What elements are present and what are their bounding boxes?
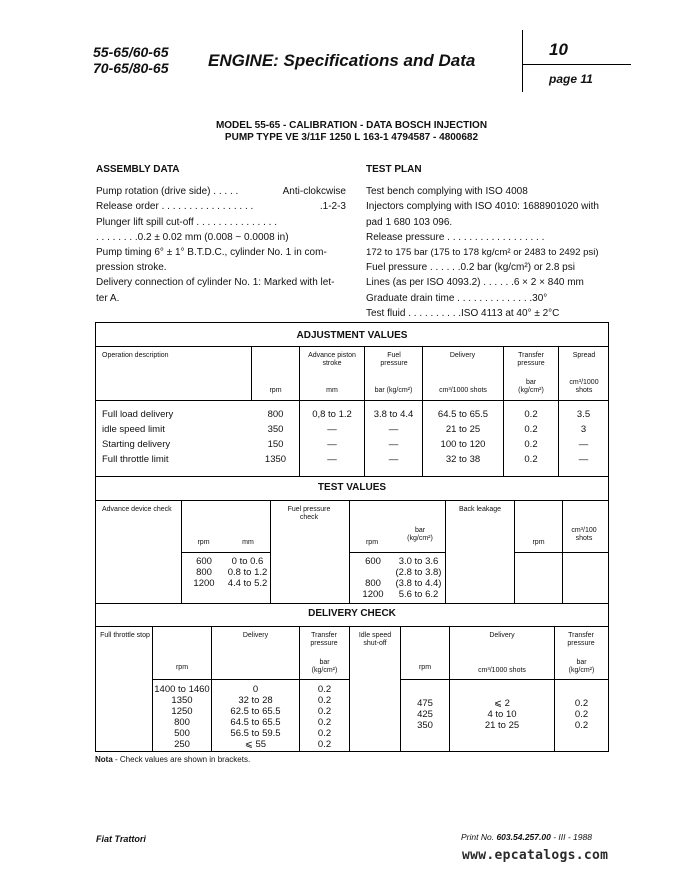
model-title-line-2: PUMP TYPE VE 3/11F 1250 L 163-1 4794587 - 4800682: [224, 132, 479, 143]
table-rule: [349, 552, 445, 553]
dc-unit-bar: bar: [576, 659, 587, 666]
tv-adv-mm: 0 to 0.6: [231, 556, 264, 567]
dc-unit-rpm: rpm: [175, 664, 189, 671]
adj-unit-transfer: bar: [525, 379, 537, 386]
table-rule: [445, 500, 446, 603]
testplan-line: Lines (as per ISO 4093.2) . . . . . .6 × 2 × 840 mm: [366, 277, 584, 289]
tv-adv-rpm: 800: [196, 567, 212, 578]
dc-header-delivery: Delivery: [489, 632, 515, 639]
testplan-line: Fuel pressure . . . . . .0.2 bar (kg/cm²) or 2.8 psi: [366, 262, 575, 274]
testplan-line: Test fluid . . . . . . . . . .ISO 4113 at 40° ± 2°C: [366, 307, 560, 319]
table-rule: [181, 552, 270, 553]
assembly-rotation: Pump rotation (drive side) . . . . . Anti-clokcwise: [96, 186, 346, 198]
table-rule: [514, 552, 608, 553]
testplan-line: Injectors complying with ISO 4010: 1688901020 with: [366, 201, 599, 213]
dc-idle-transfer: 0.2: [574, 709, 589, 720]
adj-transfer: 0.2: [524, 454, 538, 465]
model-title: [150, 120, 553, 144]
table-rule: [96, 346, 608, 347]
table-rule: [554, 626, 555, 752]
testplan-line: Test bench complying with ISO 4008: [366, 186, 528, 198]
tv-fuel-rpm: 1200: [362, 589, 384, 600]
dc-unit-bar: bar: [319, 659, 330, 666]
delivery-check-title: DELIVERY CHECK: [308, 608, 396, 619]
table-rule: [449, 626, 450, 752]
table-rule: [96, 603, 608, 604]
adj-header-spread: Spread: [572, 352, 596, 359]
adj-delivery: 100 to 120: [440, 439, 486, 450]
adj-delivery: 64.5 to 65.5: [437, 409, 489, 420]
table-rule: [400, 626, 401, 752]
adj-unit-spread: cm³/1000 shots: [569, 379, 599, 394]
dc-transfer: 0.2: [317, 717, 332, 728]
dc-rpm: 1250: [171, 706, 193, 717]
adj-header-operation: Operation description: [102, 352, 169, 359]
section-number: 10: [549, 40, 568, 59]
adj-spread: 3: [580, 424, 587, 435]
table-rule: [349, 626, 350, 752]
adj-unit-rpm: rpm: [269, 387, 282, 394]
adj-rpm: 350: [267, 424, 284, 435]
assembly-timing-2: pression stroke.: [96, 262, 167, 274]
adj-unit-transfer: (kg/cm²): [518, 387, 544, 394]
dc-rpm: 800: [174, 717, 190, 728]
dc-transfer: 0.2: [317, 728, 332, 739]
dc-unit-kg: (kg/cm²): [568, 667, 595, 674]
dc-header-delivery: Delivery: [242, 632, 269, 639]
adj-advance: —: [327, 424, 337, 435]
assembly-heading: ASSEMBLY DATA: [96, 164, 180, 175]
calibration-table: [95, 322, 609, 752]
adjustment-title: ADJUSTMENT VALUES: [296, 330, 408, 341]
dc-idle-delivery: ⩽ 2: [494, 698, 510, 709]
dc-delivery: 56.5 to 59.5: [230, 728, 281, 739]
adj-fuel: —: [388, 439, 399, 450]
dc-transfer: 0.2: [317, 695, 332, 706]
tv-unit-mm: mm: [242, 539, 254, 546]
dc-header-transfer: Transfer pressure: [310, 632, 338, 647]
tv-fuel-rpm: 600: [365, 556, 381, 567]
dc-unit-shots: cm³/1000 shots: [478, 667, 526, 674]
dc-header-transfer: Transfer pressure: [567, 632, 595, 647]
models-line-1: 55-65/60-65: [93, 44, 169, 60]
dc-rpm: 250: [174, 739, 190, 750]
footer-print-number: Print No. 603.54.257.00 - III - 1988: [461, 832, 592, 842]
adj-fuel: —: [388, 424, 399, 435]
test-plan: [366, 162, 611, 321]
assembly-delivery-2: ter A.: [96, 292, 120, 304]
adj-header-advance: Advance piston stroke: [308, 352, 356, 367]
tv-fuel-bar: 3.0 to 3.6: [398, 556, 439, 567]
dc-header-full-stop: Full throttle stop: [100, 632, 150, 639]
adj-advance: 0,8 to 1.2: [312, 409, 352, 420]
note-text: - Check values are shown in brackets.: [115, 755, 251, 764]
dc-idle-delivery: 21 to 25: [484, 720, 520, 731]
dc-idle-transfer: 0.2: [574, 698, 589, 709]
dc-unit-kg: (kg/cm²): [311, 667, 338, 674]
table-rule: [96, 500, 608, 501]
adj-op: Full throttle limit: [102, 454, 169, 465]
adj-fuel: —: [388, 454, 399, 465]
tv-fuel-bar: (2.8 to 3.8): [395, 567, 442, 578]
page-number: page 11: [549, 72, 593, 86]
adj-unit-mm: mm: [326, 387, 338, 394]
tv-fuel-bar: 5.6 to 6.2: [398, 589, 439, 600]
adj-fuel: 3.8 to 4.4: [373, 409, 414, 420]
footer-publisher: Fiat Trattori: [96, 834, 146, 844]
adj-spread: 3.5: [576, 409, 591, 420]
adj-header-transfer: Transfer pressure: [517, 352, 545, 367]
adj-advance: —: [327, 439, 337, 450]
adj-transfer: 0.2: [524, 409, 538, 420]
dc-idle-transfer: 0.2: [574, 720, 589, 731]
table-rule: [96, 400, 608, 401]
adj-unit-delivery: cm³/1000 shots: [439, 387, 487, 394]
adj-rpm: 150: [267, 439, 284, 450]
table-rule: [96, 626, 608, 627]
dc-idle-rpm: 475: [417, 698, 433, 709]
dc-delivery: 64.5 to 65.5: [230, 717, 281, 728]
models-line-2: 70-65/80-65: [93, 60, 169, 76]
tv-unit-shots: cm³/100 shots: [571, 527, 597, 542]
tv-adv-mm: 4.4 to 5.2: [227, 578, 268, 589]
testplan-line: pad 1 680 103 096.: [366, 216, 453, 228]
table-rule: [96, 476, 608, 477]
adj-op: Starting delivery: [102, 439, 171, 450]
tv-unit-bar: bar: [414, 527, 426, 534]
table-rule: [152, 679, 349, 680]
dc-idle-rpm: 350: [417, 720, 433, 731]
tv-header-advance: Advance device check: [102, 506, 172, 513]
dc-transfer: 0.2: [317, 739, 332, 750]
testplan-line: 172 to 175 bar (175 to 178 kg/cm² or 2483 to 2492 psi): [366, 247, 599, 259]
watermark: www.epcatalogs.com: [462, 848, 609, 863]
tv-unit-rpm: rpm: [365, 539, 379, 546]
tv-adv-mm: 0.8 to 1.2: [227, 567, 268, 578]
tv-header-backleak: Back leakage: [458, 506, 502, 513]
assembly-lift-value: . . . . . . . .0.2 ± 0.02 mm (0.008 ~ 0.0008 in): [96, 231, 289, 243]
adj-delivery: 32 to 38: [445, 454, 481, 465]
tv-unit-bar: (kg/cm²): [407, 535, 433, 542]
table-rule: [400, 679, 608, 680]
tv-header-fuel: Fuel pressure check: [287, 506, 331, 521]
page-title: ENGINE: Specifications and Data: [208, 51, 476, 70]
tv-unit-rpm: rpm: [532, 539, 545, 546]
dc-delivery: ⩽ 55: [244, 739, 267, 750]
header-divider-vertical: [522, 30, 523, 92]
dc-header-idle: Idle speed shut-off: [358, 632, 392, 647]
dc-delivery: 0: [252, 684, 259, 695]
assembly-delivery-1: Delivery connection of cylinder No. 1: Marked with let-: [96, 277, 335, 289]
testplan-line: Graduate drain time . . . . . . . . . . . . . .30°: [366, 292, 548, 304]
test-values-title: TEST VALUES: [317, 482, 387, 493]
dc-rpm: 1350: [171, 695, 193, 706]
adj-header-fuel: Fuel pressure: [380, 352, 408, 367]
table-note: [95, 755, 250, 764]
adj-advance: —: [327, 454, 337, 465]
adj-rpm: 800: [267, 409, 284, 420]
model-title-line-1: MODEL 55-65 - CALIBRATION - DATA BOSCH INJECTION: [215, 120, 488, 131]
dc-unit-rpm: rpm: [418, 664, 432, 671]
adj-op: idle speed limit: [102, 424, 165, 435]
testplan-line: Release pressure . . . . . . . . . . . . . . . . . .: [366, 231, 545, 243]
dc-rpm: 1400 to 1460: [154, 684, 210, 695]
adj-spread: —: [578, 439, 589, 450]
tv-adv-rpm: 600: [196, 556, 212, 567]
assembly-release: Release order . . . . . . . . . . . . . . . . . .1-2-3: [96, 201, 346, 213]
dc-idle-rpm: 425: [417, 709, 433, 720]
adj-transfer: 0.2: [524, 439, 538, 450]
dc-delivery: 32 to 28: [238, 695, 273, 706]
adj-spread: —: [578, 454, 589, 465]
dc-transfer: 0.2: [317, 684, 332, 695]
adj-delivery: 21 to 25: [445, 424, 481, 435]
note-label: Nota: [95, 755, 113, 764]
dc-delivery: 62.5 to 65.5: [230, 706, 281, 717]
assembly-lift-label: Plunger lift spill cut-off . . . . . . . . . . . . . . .: [96, 216, 277, 228]
adj-transfer: 0.2: [524, 424, 538, 435]
model-numbers: [93, 44, 169, 76]
adj-op: Full load delivery: [102, 409, 174, 420]
tv-adv-rpm: 1200: [193, 578, 215, 589]
dc-transfer: 0.2: [317, 706, 332, 717]
tv-unit-rpm: rpm: [197, 539, 210, 546]
adj-rpm: 1350: [264, 454, 287, 465]
assembly-timing-1: Pump timing 6° ± 1° B.T.D.C., cylinder No. 1 in com-: [96, 247, 327, 259]
dc-idle-delivery: 4 to 10: [487, 709, 517, 720]
header-divider-horizontal: [522, 64, 631, 65]
tv-fuel-rpm: 800: [365, 578, 381, 589]
dc-rpm: 500: [174, 728, 190, 739]
testplan-heading: TEST PLAN: [366, 164, 422, 175]
tv-fuel-bar: (3.8 to 4.4): [395, 578, 442, 589]
assembly-data: [96, 162, 346, 306]
adj-unit-fuel: bar (kg/cm²): [374, 387, 413, 394]
adj-header-delivery: Delivery: [449, 352, 476, 359]
